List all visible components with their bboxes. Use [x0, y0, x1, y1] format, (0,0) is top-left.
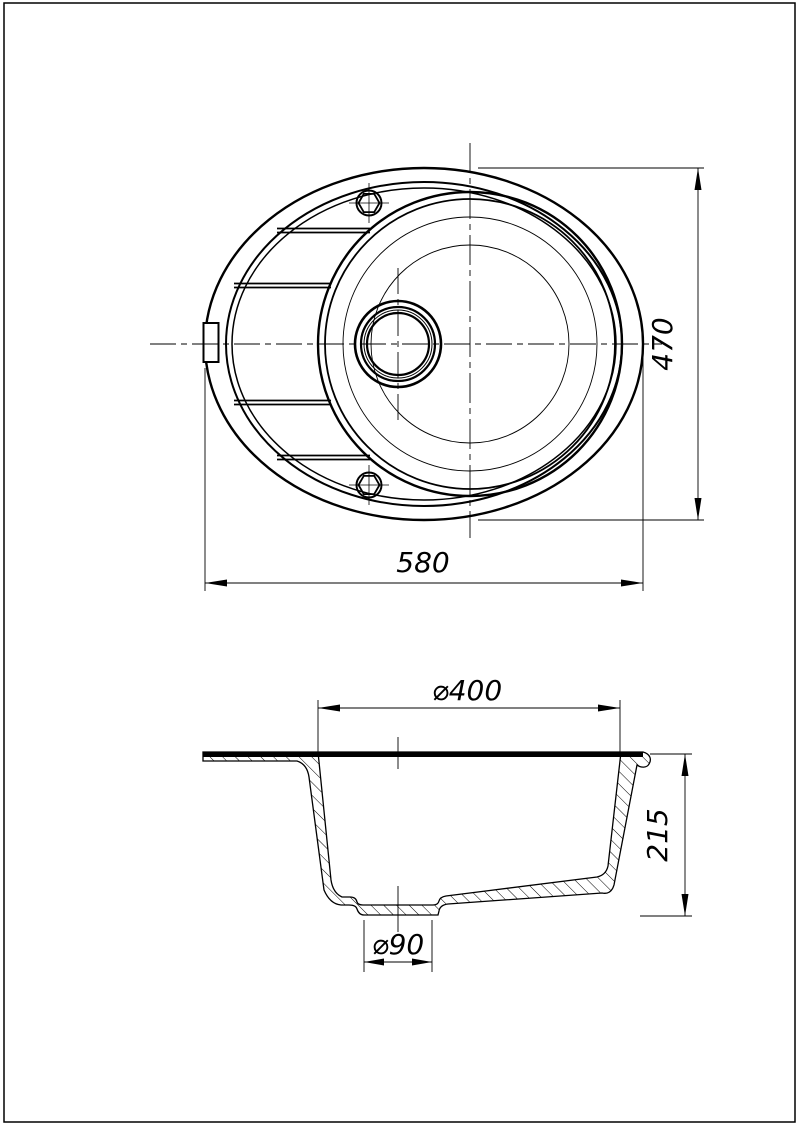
arrowhead — [682, 754, 689, 776]
dim-text-bowl-diameter: ⌀400 — [431, 674, 503, 707]
section-view — [203, 737, 650, 932]
dim-drain-diameter — [364, 920, 432, 972]
dim-bowl-height — [640, 754, 692, 916]
top-view — [150, 143, 662, 538]
arrowhead — [205, 580, 227, 587]
section-material — [203, 752, 650, 915]
arrowhead — [318, 705, 340, 712]
arrowhead — [598, 705, 620, 712]
dim-bowl-diameter — [318, 674, 620, 752]
arrowhead — [682, 894, 689, 916]
arrowhead — [695, 498, 702, 520]
overflow-tab — [204, 323, 219, 362]
arrowhead — [695, 168, 702, 190]
dim-text-bowl-height: 215 — [641, 808, 674, 862]
arrowhead — [621, 580, 643, 587]
dim-text-overall-width: 580 — [396, 546, 450, 579]
dim-text-drain-diameter: ⌀90 — [371, 928, 425, 961]
dim-text-overall-depth: 470 — [646, 317, 679, 371]
faucet-hole-top — [349, 183, 389, 223]
faucet-hole-bottom — [349, 465, 389, 505]
